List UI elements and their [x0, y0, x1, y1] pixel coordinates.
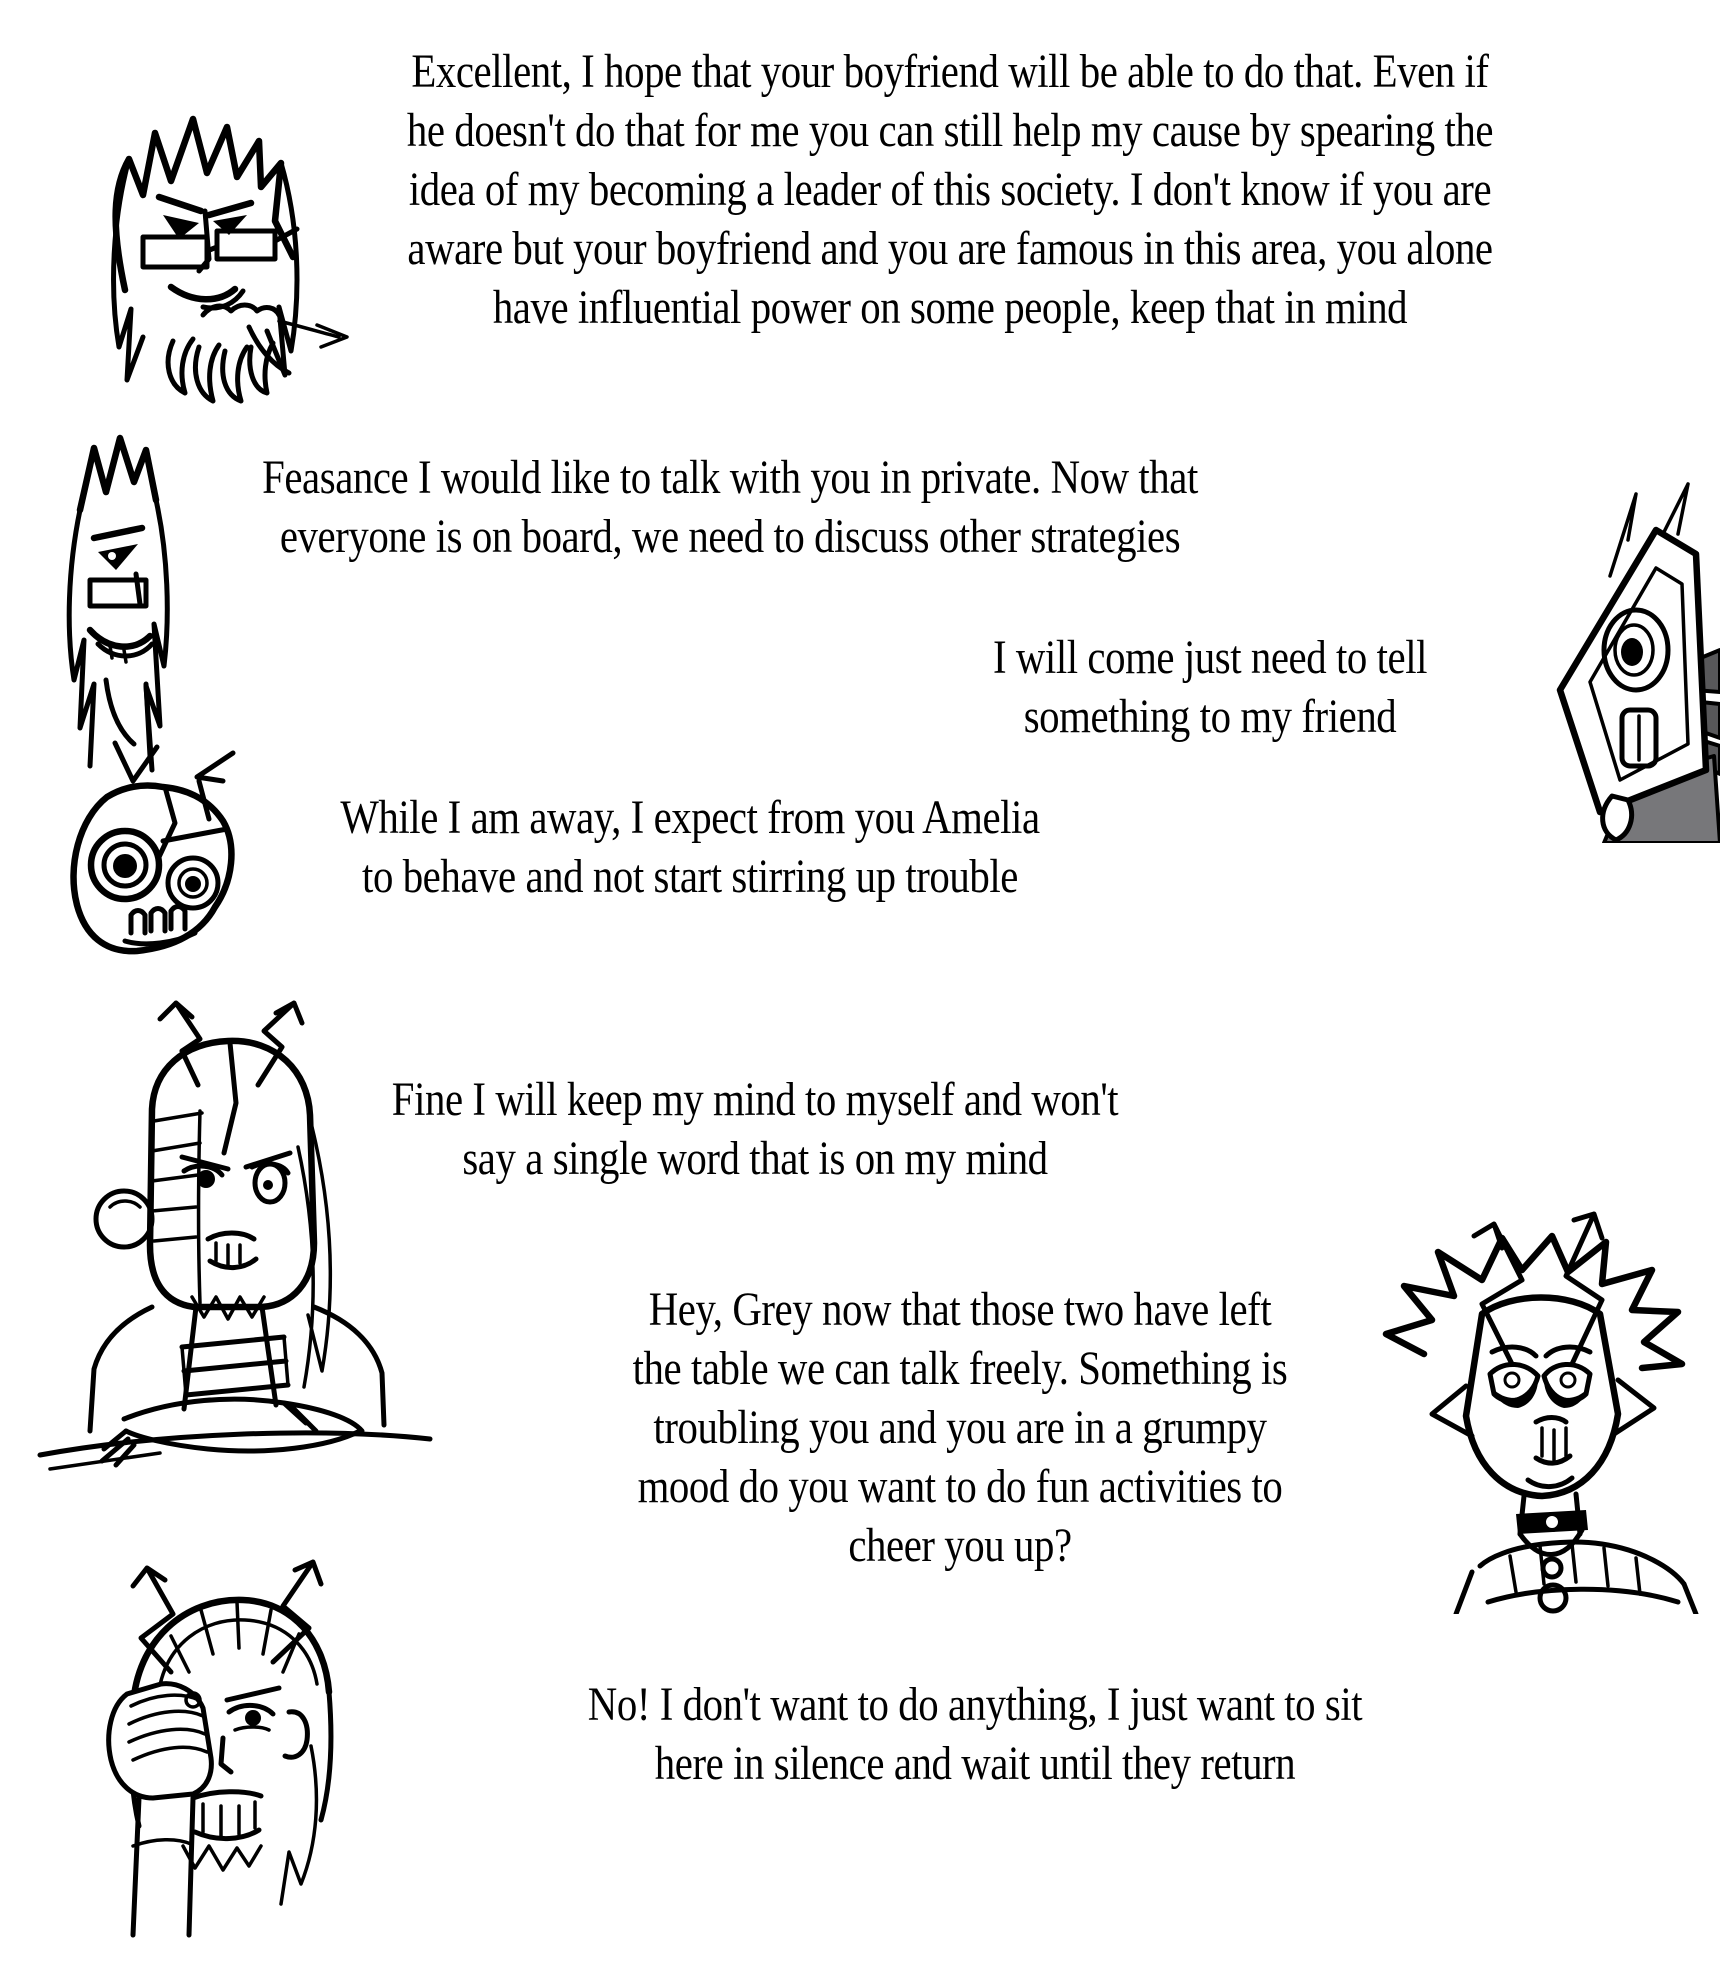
dialogue-line: here in silence and wait until they return [654, 1737, 1296, 1790]
portrait-amelia-icon [1360, 1182, 1720, 1614]
dialogue-line: have influential power on some people, keep that in mind [492, 281, 1408, 334]
portrait-profile-mask-icon [1538, 478, 1720, 843]
dialogue-line: the table we can talk freely. Something is [632, 1342, 1288, 1395]
dialogue-line: No! I don't want to do anything, I just want to sit [587, 1678, 1363, 1731]
dialogue-profile-mask [972, 628, 1448, 746]
dialogue-glasses-schemer [347, 42, 1554, 337]
dialogue-line: everyone is on board, we need to discuss other strategies [279, 510, 1181, 563]
dialogue-line: While I am away, I expect from you Amelia [340, 791, 1040, 844]
dialogue-line: Excellent, I hope that your boyfriend will be able to do that. Even if [411, 45, 1489, 98]
portrait-grey-facepalm-icon [75, 1540, 355, 1940]
dialogue-grey-seated [373, 1070, 1138, 1188]
dialogue-line: to behave and not start stirring up trouble [362, 850, 1018, 903]
dialogue-line: he doesn't do that for me you can still help my cause by spearing the [406, 104, 1494, 157]
dialogue-line: I will come just need to tell [992, 631, 1428, 684]
portrait-longhair-schemer-icon [48, 418, 178, 783]
dialogue-line: Feasance I would like to talk with you in private. Now that [262, 451, 1198, 504]
portrait-grey-seated-icon [30, 985, 440, 1490]
dialogue-line: Fine I will keep my mind to myself and won't [391, 1073, 1119, 1126]
dialogue-amelia [612, 1280, 1309, 1575]
dialogue-line: troubling you and you are in a grumpy [653, 1401, 1267, 1454]
dialogue-line: something to my friend [1023, 690, 1397, 743]
dialogue-line: cheer you up? [848, 1519, 1072, 1572]
dialogue-line: say a single word that is on my mind [462, 1132, 1048, 1185]
dialogue-skull-mask [333, 788, 1047, 906]
portrait-skull-mask-icon [45, 735, 295, 965]
dialogue-grey-facepalm [452, 1675, 1498, 1793]
dialogue-line: mood do you want to do fun activities to [637, 1460, 1283, 1513]
dialogue-line: aware but your boyfriend and you are famous in this area, you alone [407, 222, 1493, 275]
dialogue-line: Hey, Grey now that those two have left [648, 1283, 1272, 1336]
dialogue-line: idea of my becoming a leader of this society. I don't know if you are [408, 163, 1492, 216]
dialogue-longhair-schemer [229, 448, 1232, 566]
portrait-glasses-schemer-icon [55, 75, 355, 405]
